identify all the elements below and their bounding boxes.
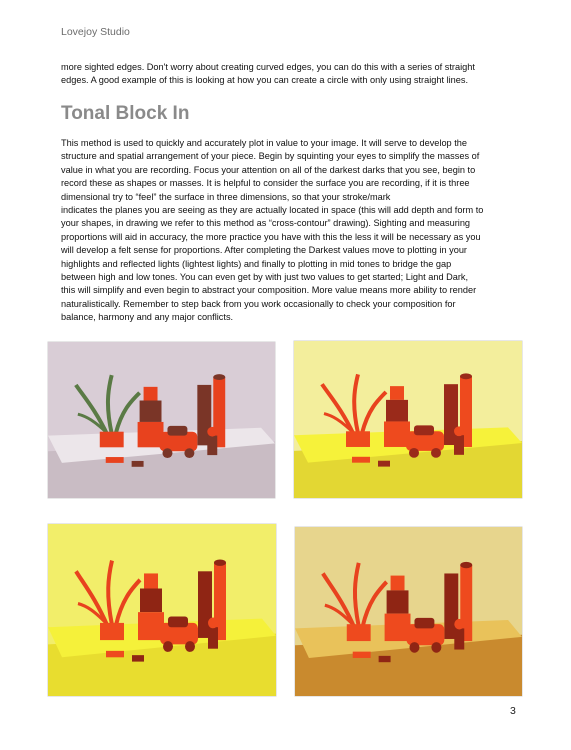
page-number: 3 <box>510 705 516 717</box>
body-line: record these as shapes or masses. It is helpful to consider the surface you are recording, if it is three <box>61 178 470 189</box>
intro-paragraph <box>61 61 513 88</box>
intro-line: more sighted edges. Don't worry about creating curved edges, you can do this with a series of straight <box>61 62 475 72</box>
section-heading: Tonal Block In <box>61 103 190 124</box>
body-line: will develop a felt sense for proportions. After completing the Darkest values move to plotting in your <box>61 245 467 256</box>
body-line: this will simplify and even begin to abstract your composition. More value means more ability to render <box>61 285 477 296</box>
body-line: proportions will aid in accuracy, the more practice you have with this the less it will be necessary as you <box>61 231 481 242</box>
photo-still-life-original <box>48 342 275 498</box>
body-line: structure and spatial arrangement of your piece. Begin by squinting your eyes to simplify the masses of <box>61 151 480 162</box>
photo-still-life-two-value <box>294 341 522 498</box>
body-line: This method is used to quickly and accurately plot in value to your image. It will serve to develop the <box>61 138 467 148</box>
body-line: value in what you are recording. Focus your attention on all of the darkest darks that you see, begin to <box>61 164 476 175</box>
body-line: your shapes, in drawing we refer to this method as “cross-contour” drawing). Sighting and measuring <box>61 218 471 229</box>
body-line: naturalistically. Remember to step back from you work occasionally to check your composition for <box>61 298 456 309</box>
section-body <box>61 137 517 325</box>
body-line: dimensional try to “feel” the surface in three dimensions, so that your stroke/mark <box>61 191 391 202</box>
body-line: balance, harmony and any major conflicts. <box>61 312 234 323</box>
body-line: highlights and reflected lights (lightest lights) and finally to plotting in mid tones to bridge the gap <box>61 258 452 269</box>
running-header: Lovejoy Studio <box>61 26 130 38</box>
photo-still-life-three-value <box>48 524 276 696</box>
body-line: between high and low tones. You can even get by with just two values to get started; Light and Dark, <box>61 272 469 283</box>
photo-still-life-mid-tones <box>295 527 522 696</box>
body-line: indicates the planes you are seeing as they are actually located in space (this will add depth and form to <box>61 205 484 216</box>
intro-line: edges. A good example of this is looking at how you can create a circle with only using straight lines. <box>61 75 469 86</box>
